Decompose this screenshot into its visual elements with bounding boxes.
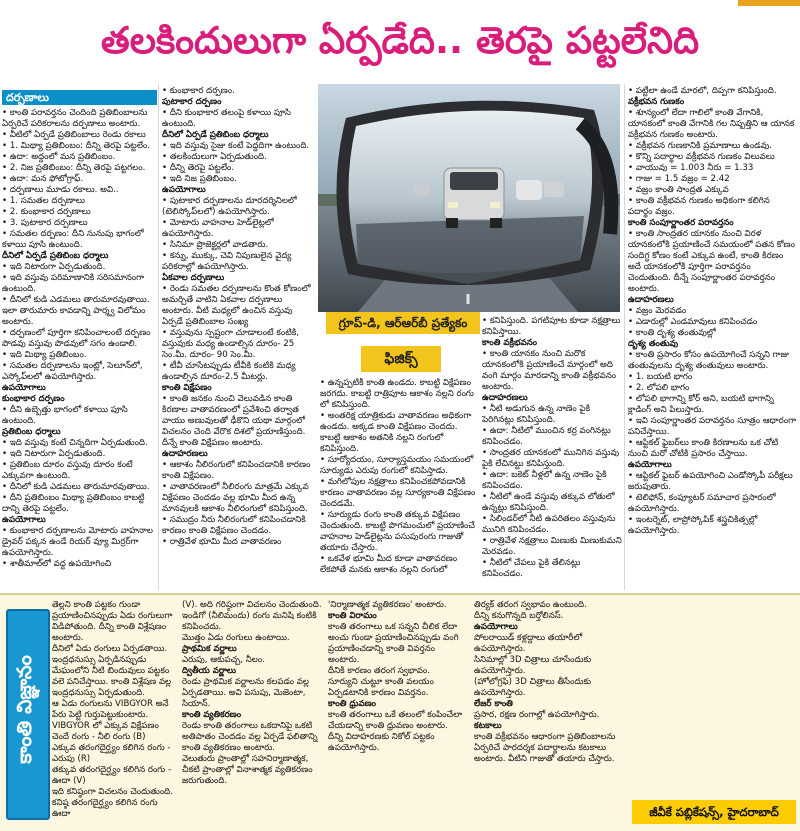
text-line: పుటాకార దర్పణం — [162, 97, 222, 107]
subject-label-pill: ఫిజిక్స్ — [361, 346, 441, 372]
text-line: ఎరుపు, ఆకుపచ్చ, నీలం. — [182, 655, 265, 665]
text-line: • ఒకవేళ భూమి మీద కూడా వాతావరణం లేకపోతే మనకు ఆకాశం నల్లని రంగులో — [320, 554, 478, 576]
text-line: దీనిలో ఏర్పడే ప్రతిబింబ ధర్మాలు — [162, 130, 269, 140]
text-line: • కాంతి సాంద్రతర యానకం నుంచి విరళ యానకంలోకి ప్రయాణించే సమయంలో పతన కోణం సందిగ్ధ కోణం కంటే ఎక్కువ ఉంటే, కాంతి కిరణం అదే యానకంలోకి పూర్తిగా పరావర్తనం చెందుతుంది. దీన్నే సంపూర్ణాంతర పరావర్తనం అంటారు. — [628, 229, 796, 295]
text-line: • కాంతి దృశ్య తంతువుల్లో — [628, 328, 796, 339]
text-line: కాంతి తరంగాలు ఒక సన్నని చీలిక లేదా అంచు గుండా ప్రయాణించినప్పుడు వంగి ప్రయాణించడాన్ని కాంతి వివర్తనం అంటారు. — [328, 622, 459, 665]
section-banner-mirrors: దర్పణాలు — [2, 90, 157, 105]
text-line: దీనికి కారణం తరంగ స్వభావం. — [328, 666, 430, 676]
text-line: దీన్ని విదాహరణకు నికోల్ పట్టకం ఉపయోగిస్తారు. — [328, 732, 435, 753]
text-line: (V). అది గరిష్ఠంగా విచలనం చెందుతుంది. — [182, 600, 322, 610]
text-line: ఆ ఏడు రంగులను VIBGYOR అనే పేరు పెట్టి గుర్తుపెట్టుకుంటారు. — [52, 699, 169, 720]
text-line: • కనిపిస్తుంది. పగటిపూట కూడా నక్షత్రాలు కనిపిస్తాయి. — [482, 316, 622, 338]
text-line: కాంతి వక్రీభవనం ఆధారంగా ప్రతిబింబాలను ఏర్పరిచే పారదర్శక పదార్థాలను కటకాలు అంటారు. వీటిని గాజుతో తయారు చేస్తారు. — [474, 732, 616, 764]
text-line: కాంతి విక్షేపణం — [162, 383, 212, 393]
text-line: (హోలోగ్రఫి) 3D చిత్రాలు తీసేందుకు ఉపయోగిస్తారు. — [474, 677, 591, 698]
text-line: • వస్తువును స్పష్టంగా చూడాలంటే కంటికి, వస్తువుకు మధ్య ఉండాల్సిన దూరం- 25 సెం.మీ. దూరం- 90 సెం.మీ. — [162, 328, 314, 361]
text-line: ఇది కనిష్ఠంగా విచలనం చెందుతుంది. — [52, 787, 173, 797]
text-line: ప్రసార, రక్షణ రంగాల్లో ఉపయోగిస్తారు. — [474, 710, 600, 720]
text-line: కనిష్ఠ తరంగదైర్ఘ్యం కలిగిన రంగు ఊదా — [52, 798, 158, 819]
text-line: వెలుతురు ప్రాంతాల్లో సహనిర్మాణాత్మక, చీకటి ప్రాంతాల్లో వినాశాత్మక వ్యతికరణం జరుగుతుంది. — [182, 754, 313, 786]
text-line: దీనిలో ఏర్పడే ప్రతిబింబ ధర్మాలు — [2, 251, 109, 261]
text-line: • కాంతి పరావర్తనం చెందింది ప్రతిబింబాలను ఏర్పరిచే పరికరాలను దర్పణాలు అంటారు. — [2, 108, 157, 130]
text-line: • శాతీమాల్‌లో వద్ద ఉపయోగించి — [2, 559, 157, 570]
text-line: • నీటిలో ఉండే వస్తువు తక్కువ లోతులో ఉన్నట్లు కనిపిస్తుంది. — [482, 492, 622, 514]
text-line: • సినిమా ప్రొజెక్టర్లలో వాడతారు. — [162, 240, 314, 251]
text-line: • అంతరిక్ష యాత్రికుడు వాతావరణం అధికంగా ఉండదు. అక్కడ కాంతి విక్షేపణం చెందదు. కాబట్టి ఆకాశం అతనికి నల్లని రంగులో కనిపిస్తుంది. — [320, 411, 478, 455]
bottom-column-lenses — [474, 600, 624, 828]
column-text — [52, 600, 176, 820]
text-line: • ఉదా: మన ఫోటోగ్రాఫ్. — [2, 174, 157, 185]
text-line: • 1. బయటి భాగం — [628, 372, 796, 383]
text-line: కాంతి సంపూర్ణాంతర పరావర్తనం — [628, 218, 734, 228]
text-line: • ఇది నిటారుగా ఏర్పడుతుంది. — [2, 262, 157, 273]
bottom-column-diffraction — [328, 600, 468, 828]
text-line: • వీటిలో ఏర్పడే ప్రతిబింబాలు రెండు రకాలు — [2, 130, 157, 141]
text-line: VIBGYOR లో ఎక్కువ విక్షేపణం చెందే రంగు - నీలి రంగు (B) — [52, 721, 159, 742]
text-line: • తలకిందులుగా ఏర్పడుతుంది. — [162, 152, 314, 163]
text-line: • దర్పణంలో పూర్తిగా కనిపించాలంటే దర్పణం పొడవు వస్తువు పొడవులో సగం ఉండాలి. — [2, 328, 157, 350]
text-line: • దీనిలో కుడి ఎడమలు తారుమారవుతాయి. — [2, 482, 157, 493]
text-line: మొత్తం ఏడు రంగులు ఉంటాయి. — [182, 633, 290, 643]
text-line: వక్రీభవన గుణకం — [628, 97, 685, 107]
text-line: • సమతల దర్పణం: దీని నునుపు భాగంలో కళాయి పూసి ఉంటుంది. — [2, 229, 157, 251]
text-line: • రాత్రివేళ భూమి మీద వాతావరణం — [162, 537, 314, 548]
column-refractive-index — [628, 86, 796, 590]
text-line: • పుటాకార దర్పణాలను దూరదర్శినిలలో (టెలిస్కోప్‌లలో) ఉపయోగిస్తారు. — [162, 196, 314, 218]
text-line: • రెండు సమతల దర్పణాలను కొంత కోణంలో అమర్చితే వాటిని ఏకవాల దర్పణాలు అంటారు. వీటి మధ్యలో ఉంచిన వస్తువు ఏర్పడే ప్రతిబింబాల సంఖ్య — [162, 284, 314, 328]
text-line: • మోటారు వాహనాల హెడ్‌లైట్లలో ఉపయోగిస్తారు. — [162, 218, 314, 240]
text-line: • సూర్యోదయం, సూర్యాస్తమయం సమయంలో సూర్యుడు ఎరుపు రంగులో కనిపిస్తాడు. — [320, 455, 478, 477]
text-line: • కుంభాకార దర్పణం. — [162, 86, 314, 97]
text-line: • కాంతి వక్రీభవన గుణకం అధికంగా కలిగిన పదార్థం వజ్రం. — [628, 196, 796, 218]
column-text — [320, 378, 478, 576]
text-line: • ఇది నిజ ప్రతిబింబం. — [162, 174, 314, 185]
side-tab-label: కాంతి విజ్ఞానం — [11, 654, 36, 764]
bottom-column-dispersion — [52, 600, 176, 828]
text-line: • వక్రీభవన గుణకానికి ప్రమాణాలు ఉండవు. — [628, 141, 796, 152]
text-line: లేజర్ కాంతి — [474, 699, 513, 709]
text-line: సినిమాల్లో 3D చిత్రాలు చూసేందుకు ఉపయోగిస్తారు. — [474, 655, 592, 676]
text-line: 'నిర్మాణాత్మక వ్యతికరణం' అంటారు. — [328, 600, 447, 610]
text-line: • సాంద్రతర యానకంలో మునిగిన వస్తువు పైకి లేచినట్టు కనిపిస్తుంది. — [482, 448, 622, 470]
text-line: • కాంతి ప్రసారం కోసం ఉపయోగించే సన్నని గాజు తంతువులను దృశ్య తంతువులు అంటారు. — [628, 350, 796, 372]
text-line: • ఆప్టికల్ ఫైబర్‌లు కాంతి కిరణాలను ఒక చోటి నుంచి మరో చోటికి ప్రసారం చేస్తాయి. — [628, 438, 796, 460]
text-line: • ఇది మిథ్యా ప్రతిబింబం. — [2, 350, 157, 361]
text-line: • టెలిఫోన్, కంప్యూటర్ సమాచార ప్రసారంలో ఉపయోగిస్తారు. — [628, 493, 796, 515]
column-text — [328, 600, 468, 754]
text-line: • టీవీ చూసేటప్పుడు టీవీకి కంటికి మధ్య ఉండాల్సిన దూరం-2.5 మీటర్లు. — [162, 361, 314, 383]
text-line: • పట్టీలా ఉండే మారలో, దిప్పగా కనిపిస్తుంది. — [628, 86, 796, 97]
text-line: ఉపయోగాలు — [2, 383, 46, 393]
text-line: ఉపయోగాలు — [2, 515, 46, 525]
text-line: • ఉదా: బకెట్ నీళ్లలో ఉన్న నాణెం పైకి కనిపించడం. — [482, 470, 622, 492]
text-line: • శూన్యంలో లేదా గాలిలో కాంతి వేగానికి, యానకంలో కాంతి వేగానికి గల నిష్పత్తిని ఆ యానక వక్రీభవన గుణకం అంటారు. — [628, 108, 796, 141]
text-line: ఏకవాల దర్పణాలు — [162, 273, 225, 283]
column-scattering-cont — [320, 378, 478, 590]
text-line: కాంతి వక్రీభవనం — [482, 338, 537, 348]
rear-view-mirror-photo — [318, 84, 620, 312]
text-line: ఉపయోగాలు — [162, 185, 206, 195]
text-line: • కాంతి యానకం నుంచి మరొక యానకంలోకి ప్రయాణించే మార్గంలో అది వంగి మార్గం మారడాన్ని కాంతి వక్రీభవనం అంటారు. — [482, 349, 622, 393]
page-headline: తలకిందులుగా ఏర్పడేది.. తెరపై పట్టలేనిది — [100, 19, 700, 62]
column-refraction — [482, 316, 622, 590]
column-divider — [158, 84, 159, 590]
text-line: • దర్పణాలు మూడు రకాలు. అవి.. — [2, 185, 157, 196]
text-line: ఉదాహరణలు — [628, 295, 674, 305]
text-line: పోలరాయిడ్ కళ్లద్దాలు తయారీలో ఉపయోగిస్తారు. — [474, 633, 583, 654]
text-line: • దీని కుంభాకార తలంపై కళాయి పూసి ఉంటుంది. — [162, 108, 314, 130]
text-line: ఉదాహరణలు — [482, 393, 528, 403]
text-line: • ఇవి సంపూర్ణాంతర పరావర్తనం సూత్రం ఆధారంగా పనిచేస్తాయి. — [628, 416, 796, 438]
text-line: • కాంతి జనకం నుంచి వెలువడిన కాంతి కిరణాల వాతావరణంలో ప్రవేశించి తర్వాత వాయు అణువులతో ఢీకొని యథా మార్గంలో విచలనం చెంది వేరొక దిశలో ప్రయాణిస్తుంది. దీన్నే కాంతి విక్షేపణం అంటారు. — [162, 394, 314, 449]
text-line: • 2. కుంభాకార దర్పణాలు — [2, 207, 157, 218]
text-line: రెండు ప్రాథమిక వర్ణాలను కలపడం వల్ల ఏర్పడతాయి. అవి పసుపు, మెజెంటా, సియాన్. — [182, 677, 309, 709]
text-line: • ఉదా: నీటిలో ముంచిన కర్ర వంగినట్లు కనిపించడం. — [482, 426, 622, 448]
column-text — [2, 108, 157, 570]
publisher-credit: జీవీకే పబ్లికేషన్స్, హైదరాబాద్ — [632, 800, 796, 824]
text-line: కాంతి విరామం — [328, 611, 377, 621]
text-line: కాంతి వ్యతికరణం — [182, 710, 242, 720]
column-text — [482, 316, 622, 580]
side-tab-label-wrapper — [5, 604, 47, 814]
text-line: కటకాలు — [474, 721, 502, 731]
text-line: కుంభాకార దర్పణం — [2, 394, 65, 404]
text-line: • 3. పుటాకార దర్పణాలు — [2, 218, 157, 229]
text-line: • ఇది వస్తువు కంటే చిన్నదిగా ఏర్పడుతుంది. — [2, 438, 157, 449]
text-line: ప్రతిబింబ ధర్మాలు — [2, 427, 61, 437]
text-line: • ఉదా: అద్దంలో మన ప్రతిబింబం. — [2, 152, 157, 163]
text-line: • ఇది వస్తువు సైజు కంటే పెద్దదిగా ఉంటుంది. — [162, 141, 314, 152]
mirror-illustration — [318, 84, 620, 312]
column-text — [182, 600, 322, 787]
text-line: • ఉన్నప్పటికీ కాంతి ఉండదు. కాబట్టి విక్షేపణం జరగదు. కాబట్టి రాత్రిపూట ఆకాశం నల్లని రంగు లో కనిపిస్తుంది. — [320, 378, 478, 411]
text-line: ఉపయోగాలు — [628, 460, 672, 470]
text-line: కాంతి ధ్రువణం — [328, 699, 377, 709]
text-line: • వజ్రం కాంతి సాంద్రత ఎక్కువ — [628, 185, 796, 196]
text-line: ఇండిగో (నీలిమందు) రంగు మనిషి కంటికి కనిపించదు. — [182, 611, 317, 632]
text-line: ప్రాథమిక వర్ణాలు — [182, 644, 237, 654]
text-line: • దీని ప్రతిబింబం మిథ్యా ప్రతిబింబం కాబట్టి దాన్ని తెరపై పట్టలేం. — [2, 493, 157, 515]
text-line: • సముద్రం నీరు నీలిరంగులో కనిపించడానికి కారణం కాంతి విక్షేపణం చెందడం. — [162, 515, 314, 537]
text-line: • ఆకాశం నీలిరంగులో కనిపించడానికి కారణం కాంతి విక్షేపణం. — [162, 460, 314, 482]
column-concave-mirror — [162, 86, 314, 590]
text-line: • మగిలోపుల నక్షత్రాలు కనిపించకపోవడానికి కారణం వాతావరణం వల్ల సూర్యకాంతి విక్షేపణం చెందడమే. — [320, 477, 478, 510]
text-line: ఉదాహరణలు — [162, 449, 208, 459]
text-line: ఎక్కువ తరంగదైర్ఘ్యం కలిగిన రంగు - ఎరుపు (R) — [52, 743, 171, 764]
column-text — [474, 600, 624, 765]
text-line: • ఇది వస్తువు పరిమాణానికి సరిసమానంగా ఉంటుంది. — [2, 273, 157, 295]
text-line: • రాత్రివేళ నక్షత్రాలు మిణుకు మిణుకుమని మెరవడం. — [482, 536, 622, 558]
text-line: దృశ్య తంతువు — [628, 339, 679, 349]
text-line: • నీటి అడుగున ఉన్న నాణెం పైకి పెరిగినట్లు కనిపిస్తుంది. — [482, 404, 622, 426]
text-line: ద్వితీయ వర్ణాలు — [182, 666, 236, 676]
text-line: • సిలిండర్‌లో నీటి ఉపరితలం వస్తువును మునిగి కనిపించడం. — [482, 514, 622, 536]
column-text — [162, 86, 314, 548]
text-line: • 2. నిజ ప్రతిబింబం: దీన్ని తెరపై పట్టగలం. — [2, 163, 157, 174]
text-line: • ఎడారుల్లో ఎండమావులు కనిపించడం — [628, 317, 796, 328]
text-line: • ప్రతిబింబ దూరం వస్తువు దూరం కంటే ఎక్కువగా ఉంటుంది. — [2, 460, 157, 482]
text-line: • కొన్ని పదార్థాల వక్రీభవన గుణకం విలువలు — [628, 152, 796, 163]
text-line: • ఆప్టికల్ ఫైబర్ ఉపయోగించి ఎండోస్కోపీ పరీక్షలు జరుపుతారు. — [628, 471, 796, 493]
text-line: • సూర్యుడు రంగు కాంతి తక్కువ విక్షేపణం చెందుతుంది. కాబట్టి పొగమంచులో ప్రయాణించే వాహనాల హెడ్‌లైట్లను పసుపురంగు గాజుతో తయారు చేస్తారు. — [320, 510, 478, 554]
text-line: • దీనిలో కుడి ఎడమలు తారుమారవుతాయి. ఇలా తారుమారు కావడాన్ని పార్శ్వ విలోమం అంటారు. — [2, 295, 157, 328]
text-line: • 1. మిథ్యా ప్రతిబింబం: దీన్ని తెరపై పట్టలేం. — [2, 141, 157, 152]
text-line: • వజ్రం మెరవడం — [628, 306, 796, 317]
text-line: కాంతి తరంగాలు ఒకే తలంలో కంపించేలా చేయడాన్ని కాంతి ధ్రువణం అంటారు. — [328, 710, 463, 731]
text-line: • ఇది నిటారుగా ఏర్పడుతుంది. — [2, 449, 157, 460]
text-line: • 1. సమతల దర్పణాలు — [2, 196, 157, 207]
text-line: దీనిలో ఏడు రంగులు ఏర్పడతాయి. — [52, 644, 168, 654]
text-line: • గాజు = 1.5 వజ్రం = 2.42 — [628, 174, 796, 185]
column-divider — [624, 84, 625, 590]
column-text — [628, 86, 796, 537]
text-line: • వాయువు = 1.003 నీరు = 1.33 — [628, 163, 796, 174]
corner-accent-bar — [738, 0, 800, 6]
text-line: • ఇంటర్నెట్, లాప్రోస్కోపిక్ శస్త్రచికిత్సల్లో ఉపయోగిస్తారు. — [628, 515, 796, 537]
text-line: • కన్ను, ముక్కు, చెవి నిపుణులైన వైద్య పరికరాల్లో ఉపయోగిస్తారు. — [162, 251, 314, 273]
text-line: • కుంభాకార దర్పణాలను మోటారు వాహనాల డ్రైవర్ పక్కన ఉండే రియర్ వ్యూ మిర్రర్‌గా ఉపయోగిస్తారు. — [2, 526, 157, 559]
text-line: • వాతావరణంలో నీలిరంగు మాత్రమే ఎక్కువ విక్షేపణం చెందడం వల్ల భూమి మీద ఉన్న మానవులకి ఆకాశం నీలిరంగులో కనిపిస్తుంది. — [162, 482, 314, 515]
text-line: తక్కువ తరంగదైర్ఘ్యం కలిగిన రంగు - ఊదా (V) — [52, 765, 172, 786]
text-line: • నీటిలో చేపలు పైకి తేలినట్లు కనిపించడం. — [482, 558, 622, 580]
text-line: ఉపయోగాలు — [474, 622, 518, 632]
text-line: ఇంద్రధనుస్సు ఏర్పడినప్పుడు మేఘంలోని నీటి బిందువులు పట్టకం వలె పనిచేస్తాయి. కాంతి విశ్లేషణ వల్ల ఇంద్రధనుస్సు ఏర్పడుతుంది. — [52, 655, 172, 698]
bottom-column-colors — [182, 600, 322, 828]
text-line: తెల్లని కాంతి పట్టకం గుండా ప్రయాణించినప్పుడు ఏడు రంగులుగా విడిపోతుంది. దీన్ని కాంతి విశ్లేషణం అంటారు. — [52, 600, 173, 643]
text-line: • దీని ఉబ్బెత్తు భాగంలో కళాయి పూసి ఉంటుంది. — [2, 405, 157, 427]
text-line: • దీన్ని తెరపై పట్టలేం. — [162, 163, 314, 174]
text-line: రెండు కాంతి తరంగాలు ఒకదానిపై ఒకటి అతిపాతం చెందడం వల్ల ఏర్పడే ఫలితాన్ని కాంతి వ్యతికరణం అంటారు. — [182, 721, 318, 753]
text-line: • 2. లోపలి భాగం — [628, 383, 796, 394]
text-line: దీన్ని కనుగొన్నది బర్తోలినస్. — [474, 611, 564, 621]
text-line: తిర్యక్ తరంగ స్వభావం ఉంటుంది. — [474, 600, 587, 610]
section-label-pill: గ్రూప్-డి, ఆర్ఆర్‌బీ ప్రత్యేకం — [326, 312, 480, 334]
text-line: సూర్యుని చుట్టూ కాంతి వలయం ఏర్పడటానికి కారణం వివర్తనం. — [328, 677, 434, 698]
column-mirrors — [2, 90, 157, 590]
text-line: • లోపలి భాగాన్ని కోర్ అని, బయటి భాగాన్ని క్లాడింగ్ అని పిలుస్తారు. — [628, 394, 796, 416]
text-line: • సమతల దర్పణాలను ఇంట్లో, సెలూన్‌లో, ఎస్కోప్‌లలో ఉపయోగిస్తారు. — [2, 361, 157, 383]
